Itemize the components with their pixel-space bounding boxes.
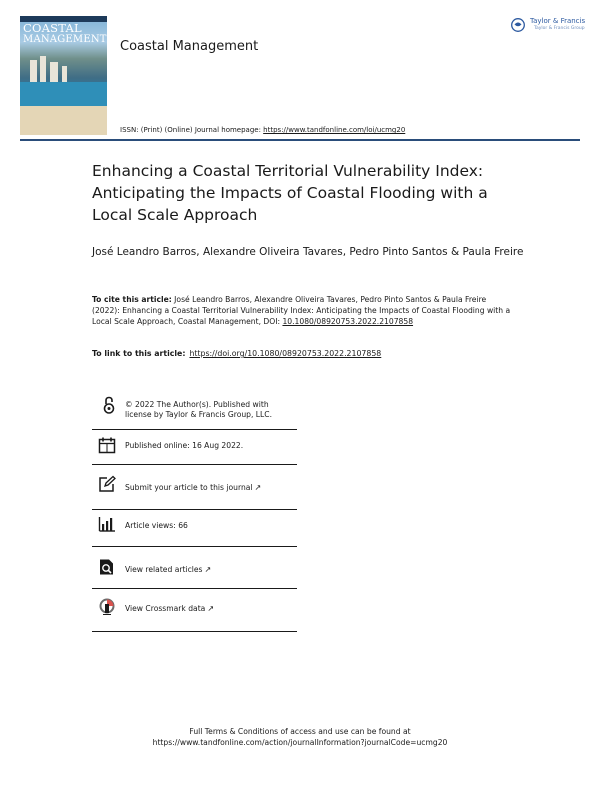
header-divider	[20, 139, 580, 141]
issn-line	[120, 126, 405, 134]
article-link-label: To link to this article:	[92, 349, 186, 358]
citation-doi-link[interactable]: 10.1080/08920753.2022.2107858	[282, 317, 414, 326]
article-authors: José Leandro Barros, Alexandre Oliveira Tavares, Pedro Pinto Santos & Paula Freire	[92, 246, 524, 258]
cover-title	[23, 21, 107, 46]
row-divider	[92, 464, 297, 465]
footer	[0, 726, 600, 748]
external-link-icon: ↗	[207, 604, 215, 613]
journal-cover	[20, 16, 107, 135]
row-divider	[92, 546, 297, 547]
external-link-icon: ↗	[204, 565, 212, 574]
row-divider	[92, 429, 297, 430]
license-line1: © 2022 The Author(s). Published with	[125, 400, 269, 409]
submit-article-label: Submit your article to this journal	[125, 483, 253, 492]
publisher-name: Taylor & Francis	[530, 17, 586, 25]
citation-label: To cite this article:	[92, 295, 172, 304]
cover-building	[30, 60, 37, 82]
crossmark-label: View Crossmark data	[125, 604, 206, 613]
crossmark-icon	[98, 598, 116, 616]
crossmark-link[interactable]	[125, 604, 214, 614]
article-doi-link[interactable]: https://doi.org/10.1080/08920753.2022.2107858	[189, 349, 382, 358]
cover-sea	[20, 82, 107, 108]
cover-title-line2: MANAGEMENT	[23, 34, 107, 45]
cover-building	[40, 56, 46, 82]
citation-text: José Leandro Barros, Alexandre Oliveira Tavares, Pedro Pinto Santos & Paula Freire (2022): Enhancing a Coastal Territorial Vulnerability Index: Anticipating the Impacts of Coastal Flooding with a Local Scale Approach, Coastal Management, DOI:	[92, 295, 511, 326]
journal-title: Coastal Management	[120, 39, 259, 54]
issn-text: ISSN: (Print) (Online) Journal homepage:	[120, 126, 264, 134]
cover-building	[50, 62, 58, 82]
article-views: Article views: 66	[125, 521, 188, 530]
footer-url[interactable]: https://www.tandfonline.com/action/journalInformation?journalCode=ucmg20	[152, 738, 448, 747]
submit-article-link[interactable]	[125, 483, 261, 493]
edit-icon	[98, 475, 116, 493]
license-text	[125, 400, 272, 420]
calendar-icon	[98, 436, 116, 454]
related-articles-label: View related articles	[125, 565, 203, 574]
related-articles-link[interactable]	[125, 565, 211, 575]
article-title: Enhancing a Coastal Territorial Vulnerability Index: Anticipating the Impacts of Coastal Flooding with a Local Scale Approach	[92, 162, 488, 224]
cover-title-line1: COASTAL	[23, 21, 82, 35]
article-link-line	[92, 349, 512, 358]
row-divider	[92, 509, 297, 510]
row-divider	[92, 631, 297, 632]
bar-chart-icon	[98, 515, 116, 533]
row-divider	[92, 588, 297, 589]
license-line2: license by Taylor & Francis Group, LLC.	[125, 410, 272, 419]
cover-beach	[20, 106, 107, 135]
open-access-icon	[100, 396, 118, 414]
cover-building	[62, 66, 67, 82]
citation-block	[92, 294, 512, 327]
external-link-icon: ↗	[254, 483, 262, 492]
publisher-group: Taylor & Francis Group	[534, 26, 585, 31]
footer-terms: Full Terms & Conditions of access and use can be found at	[189, 727, 411, 736]
published-date: Published online: 16 Aug 2022.	[125, 441, 244, 450]
journal-homepage-link[interactable]: https://www.tandfonline.com/loi/ucmg20	[263, 126, 406, 134]
related-articles-icon	[98, 558, 116, 576]
